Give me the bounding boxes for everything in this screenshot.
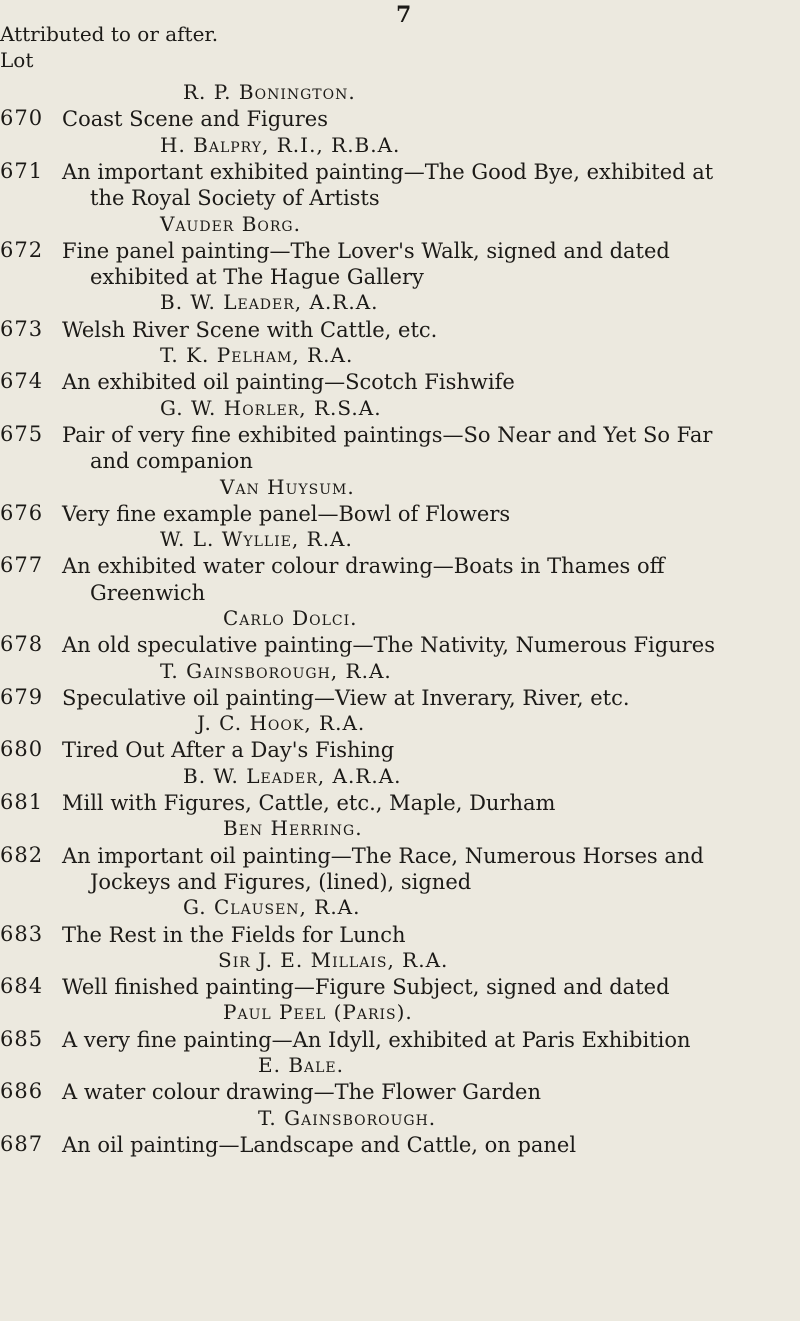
lot-description: Well finished painting—Figure Subject, signed and dated xyxy=(62,975,670,999)
lot-description-continued: exhibited at The Hague Gallery xyxy=(90,265,424,289)
lot-description: Coast Scene and Figures xyxy=(62,107,328,131)
lot-number: 678 xyxy=(0,632,44,656)
lot-number: 687 xyxy=(0,1132,44,1156)
artist-name: Carlo Dolci. xyxy=(223,606,358,630)
lot-description: Speculative oil painting—View at Inverary, River, etc. xyxy=(62,686,630,710)
lot-number: 681 xyxy=(0,790,44,814)
lot-description: A very fine painting—An Idyll, exhibited at Paris Exhibition xyxy=(62,1028,691,1052)
lot-description: Tired Out After a Day's Fishing xyxy=(62,738,395,762)
lot-number: 679 xyxy=(0,685,44,709)
lot-number: 670 xyxy=(0,106,44,130)
artist-name: Sir J. E. Millais, R.A. xyxy=(218,948,449,972)
lot-description: Welsh River Scene with Cattle, etc. xyxy=(62,318,438,342)
artist-name: G. W. Horler, R.S.A. xyxy=(160,396,382,420)
artist-name: G. Clausen, R.A. xyxy=(183,895,361,919)
lot-description: An old speculative painting—The Nativity, Numerous Figures xyxy=(62,633,715,657)
lot-description-continued: Greenwich xyxy=(90,581,206,605)
section-note: Attributed to or after. xyxy=(0,22,219,46)
artist-name: J. C. Hook, R.A. xyxy=(197,711,366,735)
artist-name: R. P. Bonington. xyxy=(183,80,356,104)
lot-number: 675 xyxy=(0,422,44,446)
artist-name: T. Gainsborough. xyxy=(258,1106,437,1130)
lot-number: 685 xyxy=(0,1027,44,1051)
lot-number: 674 xyxy=(0,369,44,393)
lot-description: Very fine example panel—Bowl of Flowers xyxy=(62,502,511,526)
lot-description: An important exhibited painting—The Good Bye, exhibited at xyxy=(62,160,714,184)
artist-name: B. W. Leader, A.R.A. xyxy=(160,290,379,314)
lot-description: An important oil painting—The Race, Numerous Horses and xyxy=(62,844,704,868)
lot-number: 686 xyxy=(0,1079,44,1103)
page-number: 7 xyxy=(396,2,412,28)
artist-name: W. L. Wyllie, R.A. xyxy=(160,527,353,551)
artist-name: T. Gainsborough, R.A. xyxy=(160,659,392,683)
lot-number: 684 xyxy=(0,974,44,998)
lot-number: 673 xyxy=(0,317,44,341)
lot-description: An exhibited oil painting—Scotch Fishwife xyxy=(62,370,515,394)
lot-description: Mill with Figures, Cattle, etc., Maple, Durham xyxy=(62,791,556,815)
artist-name: Van Huysum. xyxy=(220,475,355,499)
lot-number: 676 xyxy=(0,501,44,525)
lot-column-label: Lot xyxy=(0,48,34,72)
artist-name: H. Balpry, R.I., R.B.A. xyxy=(160,133,401,157)
lot-description-continued: the Royal Society of Artists xyxy=(90,186,380,210)
lot-number: 682 xyxy=(0,843,44,867)
lot-number: 680 xyxy=(0,737,44,761)
lot-description: Fine panel painting—The Lover's Walk, signed and dated xyxy=(62,239,670,263)
lot-number: 683 xyxy=(0,922,44,946)
artist-name: B. W. Leader, A.R.A. xyxy=(183,764,402,788)
lot-description: An oil painting—Landscape and Cattle, on panel xyxy=(62,1133,577,1157)
lot-description: Pair of very fine exhibited paintings—So Near and Yet So Far xyxy=(62,423,713,447)
lot-number: 671 xyxy=(0,159,44,183)
artist-name: E. Bale. xyxy=(258,1053,344,1077)
lot-description: An exhibited water colour drawing—Boats in Thames off xyxy=(62,554,665,578)
lot-number: 677 xyxy=(0,553,44,577)
lot-description-continued: and companion xyxy=(90,449,253,473)
artist-name: Paul Peel (Paris). xyxy=(223,1000,413,1024)
lot-description-continued: Jockeys and Figures, (lined), signed xyxy=(90,870,472,894)
lot-number: 672 xyxy=(0,238,44,262)
lot-description: A water colour drawing—The Flower Garden xyxy=(62,1080,541,1104)
artist-name: T. K. Pelham, R.A. xyxy=(160,343,354,367)
artist-name: Vauder Borg. xyxy=(160,212,301,236)
artist-name: Ben Herring. xyxy=(223,816,363,840)
lot-description: The Rest in the Fields for Lunch xyxy=(62,923,406,947)
